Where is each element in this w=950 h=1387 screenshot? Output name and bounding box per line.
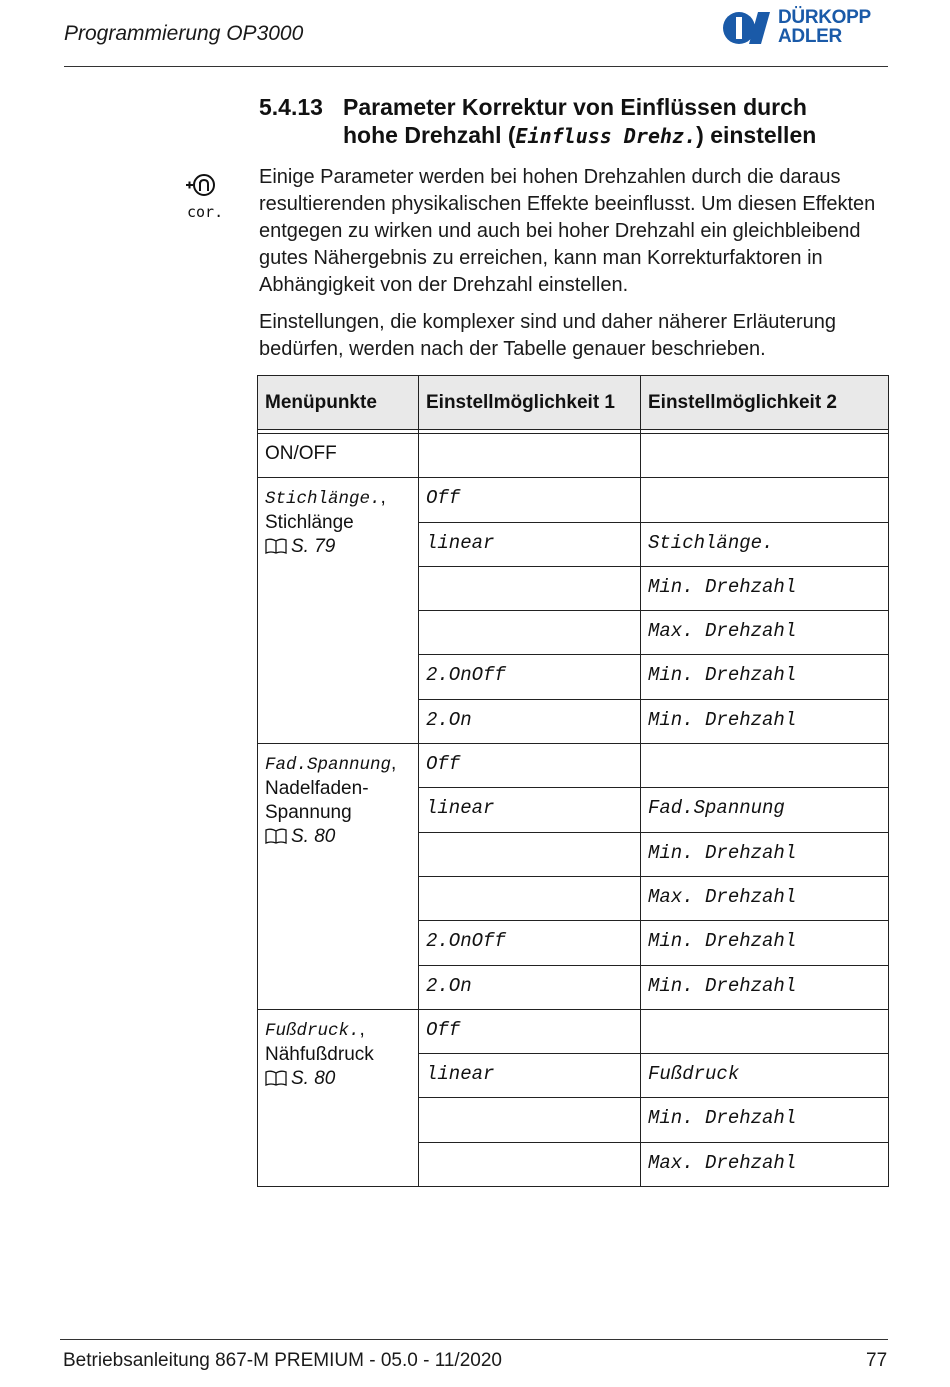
option1-cell <box>419 832 641 876</box>
logo-mark-icon <box>722 8 772 48</box>
menu-label: Nähfußdruck <box>265 1043 374 1065</box>
speed-correction-icon <box>184 172 230 222</box>
option2-cell: Max. Drehzahl <box>641 876 889 920</box>
menu-code: Fußdruck. <box>265 1020 360 1041</box>
header-option-1: Einstellmöglichkeit 1 <box>419 376 641 430</box>
note-paragraph: Einstellungen, die komplexer sind und daher näherer Erläuterung bedürfen, werden nach der Tabelle genauer beschrieben. <box>259 311 837 360</box>
option2-cell: Min. Drehzahl <box>641 655 889 699</box>
option2-cell: Max. Drehzahl <box>641 611 889 655</box>
option2-cell <box>641 478 889 522</box>
onoff-cell: ON/OFF <box>258 434 419 478</box>
menu-label: Stichlänge <box>265 512 354 534</box>
option1-cell: Off <box>419 744 641 788</box>
option1-cell <box>419 1098 641 1142</box>
option1-cell: 2.On <box>419 699 641 743</box>
option1-cell: 2.On <box>419 965 641 1009</box>
section-number: 5.4.13 <box>259 94 323 120</box>
menu-cell-fadenspannung: Fad.Spannung, Nadelfaden- Spannung S. 80 <box>258 744 419 1010</box>
menu-cell-stichlaenge: Stichlänge., Stichlänge S. 79 <box>258 478 419 744</box>
logo-line-2: ADLER <box>778 26 842 47</box>
option1-cell: linear <box>419 522 641 566</box>
option1-cell: Off <box>419 1009 641 1053</box>
parameter-table <box>257 375 889 1187</box>
header-menu: Menüpunkte <box>258 376 419 430</box>
section-title-line-1: Parameter Korrektur von Einflüssen durch <box>343 94 807 120</box>
logo-text <box>778 8 871 46</box>
title-prefix: hohe Drehzahl ( <box>343 122 516 148</box>
book-icon <box>265 1070 287 1086</box>
option2-cell <box>641 1009 889 1053</box>
option1-cell <box>419 566 641 610</box>
page-reference: S. 79 <box>265 536 335 557</box>
option1-cell: linear <box>419 1054 641 1098</box>
option1-cell <box>419 611 641 655</box>
option2-cell: Min. Drehzahl <box>641 965 889 1009</box>
table-row <box>258 744 889 788</box>
page-reference: S. 80 <box>265 1068 335 1089</box>
option1-cell <box>419 876 641 920</box>
page-reference: S. 80 <box>265 826 335 847</box>
section-title-line-2 <box>343 121 816 150</box>
option2-cell: Min. Drehzahl <box>641 921 889 965</box>
option2-cell <box>641 744 889 788</box>
menu-code: Stichlänge. <box>265 489 381 510</box>
option2-cell: Min. Drehzahl <box>641 566 889 610</box>
option1-cell: 2.OnOff <box>419 655 641 699</box>
company-logo <box>722 6 892 50</box>
option1-cell: linear <box>419 788 641 832</box>
footer-text: Betriebsanleitung 867-M PREMIUM - 05.0 - 11/2020 <box>63 1350 502 1371</box>
table-header-row <box>258 376 889 430</box>
footer-divider <box>60 1339 888 1340</box>
header-divider <box>64 66 888 67</box>
header-option-2: Einstellmöglichkeit 2 <box>641 376 889 430</box>
table-row <box>258 1009 889 1053</box>
option2-cell: Min. Drehzahl <box>641 699 889 743</box>
option2-cell: Stichlänge. <box>641 522 889 566</box>
menu-code: Fad.Spannung <box>265 755 392 776</box>
option2-cell: Min. Drehzahl <box>641 1098 889 1142</box>
table-row <box>258 478 889 522</box>
option2-cell: Min. Drehzahl <box>641 832 889 876</box>
book-icon <box>265 538 287 554</box>
page-number: 77 <box>866 1350 888 1371</box>
option1-cell <box>419 1142 641 1186</box>
book-icon <box>265 828 287 844</box>
menu-label: Spannung <box>265 802 352 824</box>
menu-label: Nadelfaden- <box>265 778 369 800</box>
table-row <box>258 434 889 478</box>
title-code: Einfluss Drehz. <box>515 124 697 148</box>
svg-text:cor.: cor. <box>187 203 224 221</box>
intro-paragraph: Einige Parameter werden bei hohen Drehzahlen durch die daraus resultierenden physikalischen Effekte beeinflusst. Um diesen Effekten entgegen zu wirken und auch bei hoher Drehzahl ein gleichbleibend gutes Nähergebnis zu erreichen, kann man Korrekturfaktoren in Abhängigkeit von der Drehzahl einstellen. <box>259 166 876 296</box>
option2-cell: Fußdruck <box>641 1054 889 1098</box>
header-title: Programmierung OP3000 <box>64 22 304 45</box>
option1-cell: Off <box>419 478 641 522</box>
option2-cell: Max. Drehzahl <box>641 1142 889 1186</box>
option2-cell: Fad.Spannung <box>641 788 889 832</box>
title-suffix: ) einstellen <box>696 122 817 148</box>
logo-line-1: DÜRKOPP <box>778 7 871 28</box>
option1-cell: 2.OnOff <box>419 921 641 965</box>
menu-cell-fussdruck: Fußdruck., Nähfußdruck S. 80 <box>258 1009 419 1186</box>
